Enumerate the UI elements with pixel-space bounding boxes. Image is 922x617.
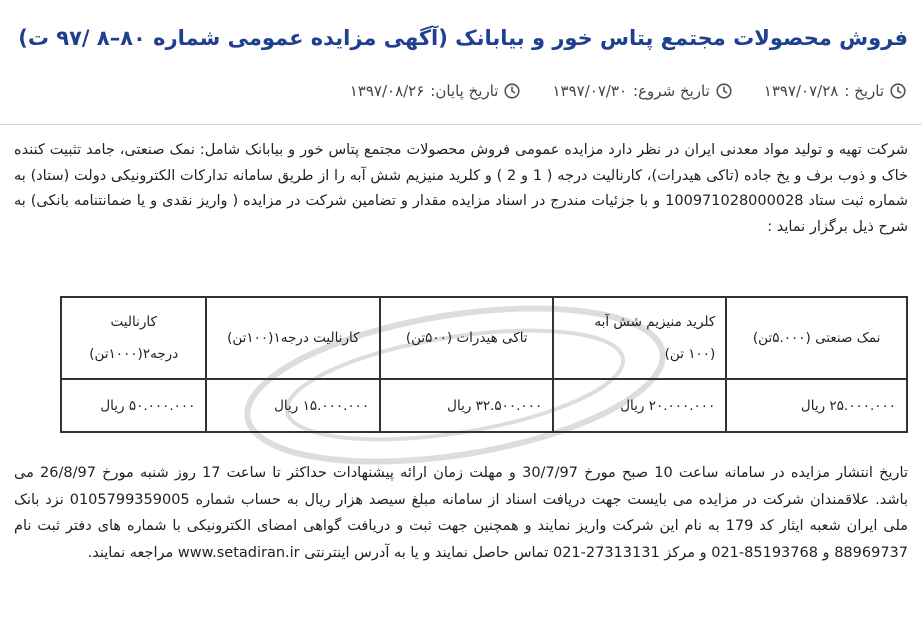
table-cell: ۳۲.۵۰۰.۰۰۰ ریال [380, 379, 553, 432]
footer-paragraph [14, 460, 908, 566]
table-cell: ۵۰.۰۰۰.۰۰۰ ریال [61, 379, 206, 432]
end-date-label: تاریخ پایان: [430, 82, 499, 100]
publish-date [764, 82, 906, 100]
table-header-cell: کلرید منیزیم شش آبه (۱۰۰ تن) [553, 297, 726, 379]
clock-icon [716, 83, 732, 99]
intro-paragraph [14, 138, 908, 240]
date-bar [16, 77, 906, 105]
publish-date-label: تاریخ : [844, 82, 884, 100]
publish-date-value: ۱۳۹۷/۰۷/۲۸ [763, 82, 839, 100]
header-divider [0, 124, 922, 125]
end-date [350, 82, 521, 100]
table-cell: ۲۵.۰۰۰.۰۰۰ ریال [726, 379, 907, 432]
page-title: فروش محصولات مجتمع پتاس خور و بیابانک (آگهی مزایده عمومی شماره ۸۰–۸ /۹۷ ت) [18, 26, 908, 50]
table-header-row [61, 297, 907, 379]
start-date-value: ۱۳۹۷/۰۷/۳۰ [552, 82, 628, 100]
table-row [61, 379, 907, 432]
table-header-cell: نمک صنعتی (۵.۰۰۰تن) [726, 297, 907, 379]
table-header-cell: تاکی هیدرات (۵۰۰تن) [380, 297, 553, 379]
start-date-label: تاریخ شروع: [633, 82, 710, 100]
start-date [552, 82, 731, 100]
intro-text: شرکت تهیه و تولید مواد معدنی ایران در نظر دارد مزایده عمومی فروش محصولات مجتمع پتاس خور و بیابانک شامل: نمک صنعتی، جامد تثبیت کننده خاک و ذوب برف و یخ جاده (تاکی هیدرات)، کارنالیت درجه ( 1 و 2 ) و کلرید منیزیم شش آبه را از طریق سامانه تدارکات الکترونیکی دولت (ستاد) به شماره ثبت ستاد 100971028000028 و با جزئیات مندرج در اسناد مزایده مقدار و تضامین شرکت در مزایده ( واریز نقدی و یا ضمانتنامه بانکی) به شرح ذیل برگزار نماید : [14, 142, 908, 235]
table-cell: ۲۰.۰۰۰.۰۰۰ ریال [553, 379, 726, 432]
clock-icon [504, 83, 520, 99]
end-date-value: ۱۳۹۷/۰۸/۲۶ [349, 82, 425, 100]
table-cell: ۱۵.۰۰۰.۰۰۰ ریال [206, 379, 380, 432]
clock-icon [890, 83, 906, 99]
table-header-cell: کارنالیت درجه۱(۱۰۰تن) [206, 297, 380, 379]
footer-text: تاریخ انتشار مزایده در سامانه ساعت 10 صبح مورخ 30/7/97 و مهلت زمان ارائه پیشنهادات حداکثر تا ساعت 17 روز شنبه مورخ 26/8/97 می باشد. علاقمندان شرکت در مزایده می بایست جهت دریافت اسناد از سامانه مبلغ سیصد هزار ریال به حساب شماره 0105799359005 نزد بانک ملی ایران شعبه ایثار کد 179 به نام این شرکت واریز نمایند و همچنین جهت ثبت و دریافت گواهی امضای الکترونیکی با شماره های دفتر ثبت نام 88969737 و 85193768-021 و مرکز 27313131-021 تماس حاصل نمایند و یا به آدرس اینترنتی www.setadiran.ir مراجعه نمایند. [14, 465, 909, 561]
auction-items-table [60, 296, 908, 433]
table-header-cell: کارنالیت درجه۲(۱۰۰۰تن) [61, 297, 206, 379]
